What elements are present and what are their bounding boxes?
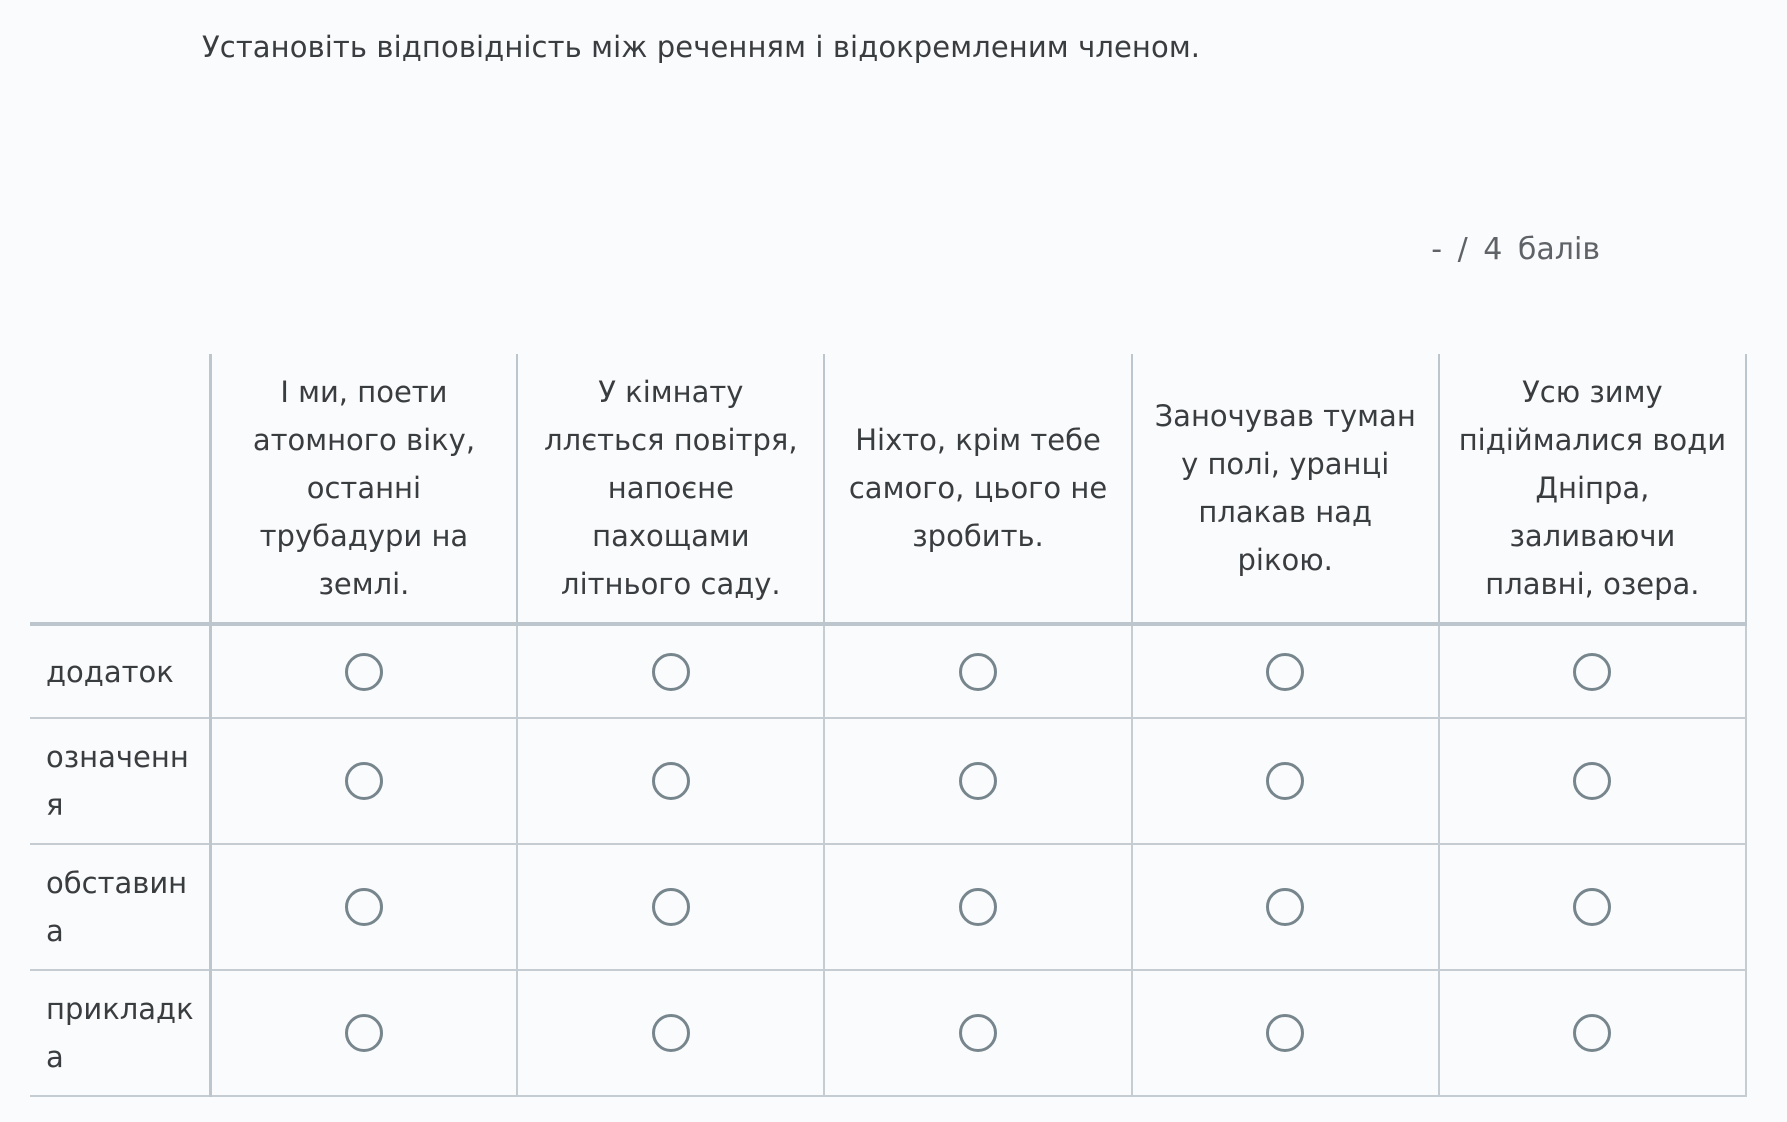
radio-button[interactable] xyxy=(345,1014,383,1052)
radio-button[interactable] xyxy=(345,762,383,800)
grid-cell xyxy=(1132,718,1439,844)
row-label: обставина xyxy=(30,844,210,970)
grid-cell xyxy=(517,624,824,718)
grid-cell xyxy=(1439,624,1746,718)
column-header-3: Ніхто, крім тебе самого, цього не зробить. xyxy=(824,354,1131,624)
grid-row-obstavyna xyxy=(30,844,1746,970)
grid-header-row xyxy=(30,354,1746,624)
radio-button[interactable] xyxy=(652,1014,690,1052)
grid-cell xyxy=(824,624,1131,718)
radio-button[interactable] xyxy=(345,653,383,691)
grid-cell xyxy=(1132,844,1439,970)
grid-row-prykladka xyxy=(30,970,1746,1096)
radio-button[interactable] xyxy=(652,762,690,800)
radio-button[interactable] xyxy=(1266,762,1304,800)
row-label: прикладка xyxy=(30,970,210,1096)
radio-button[interactable] xyxy=(959,653,997,691)
radio-button[interactable] xyxy=(1573,653,1611,691)
radio-button[interactable] xyxy=(959,1014,997,1052)
grid-cell xyxy=(1439,970,1746,1096)
radio-button[interactable] xyxy=(1573,762,1611,800)
grid-cell xyxy=(824,970,1131,1096)
radio-button[interactable] xyxy=(1266,888,1304,926)
matching-grid xyxy=(30,354,1747,1097)
radio-button[interactable] xyxy=(959,762,997,800)
grid-row-dodatok xyxy=(30,624,1746,718)
grid-cell xyxy=(824,844,1131,970)
question-text: Установіть відповідність між реченням і відокремленим членом. xyxy=(202,30,1201,64)
grid-cell xyxy=(210,970,517,1096)
grid-cell xyxy=(210,718,517,844)
grid-cell xyxy=(210,844,517,970)
grid-cell xyxy=(517,844,824,970)
column-header-4: Заночував туман у полі, уранці плакав над рікою. xyxy=(1132,354,1439,624)
grid-cell xyxy=(1439,718,1746,844)
row-label: означення xyxy=(30,718,210,844)
grid-cell xyxy=(210,624,517,718)
grid-cell xyxy=(1132,970,1439,1096)
radio-button[interactable] xyxy=(1266,653,1304,691)
column-header-5: Усю зиму підіймалися води Дніпра, заливаючи плавні, озера. xyxy=(1439,354,1746,624)
grid-corner-cell xyxy=(30,354,210,624)
radio-button[interactable] xyxy=(652,653,690,691)
radio-button[interactable] xyxy=(345,888,383,926)
grid-row-oznachennia xyxy=(30,718,1746,844)
radio-button[interactable] xyxy=(1573,888,1611,926)
grid-cell xyxy=(824,718,1131,844)
grid-cell xyxy=(1439,844,1746,970)
radio-button[interactable] xyxy=(652,888,690,926)
points-label: - / 4 балів xyxy=(1431,232,1600,267)
grid-cell xyxy=(1132,624,1439,718)
radio-button[interactable] xyxy=(1266,1014,1304,1052)
grid-cell xyxy=(517,970,824,1096)
grid-cell xyxy=(517,718,824,844)
column-header-1: І ми, поети атомного віку, останні трубадури на землі. xyxy=(210,354,517,624)
row-label: додаток xyxy=(30,624,210,718)
radio-button[interactable] xyxy=(1573,1014,1611,1052)
radio-button[interactable] xyxy=(959,888,997,926)
column-header-2: У кімнату ллється повітря, напоєне пахощами літнього саду. xyxy=(517,354,824,624)
